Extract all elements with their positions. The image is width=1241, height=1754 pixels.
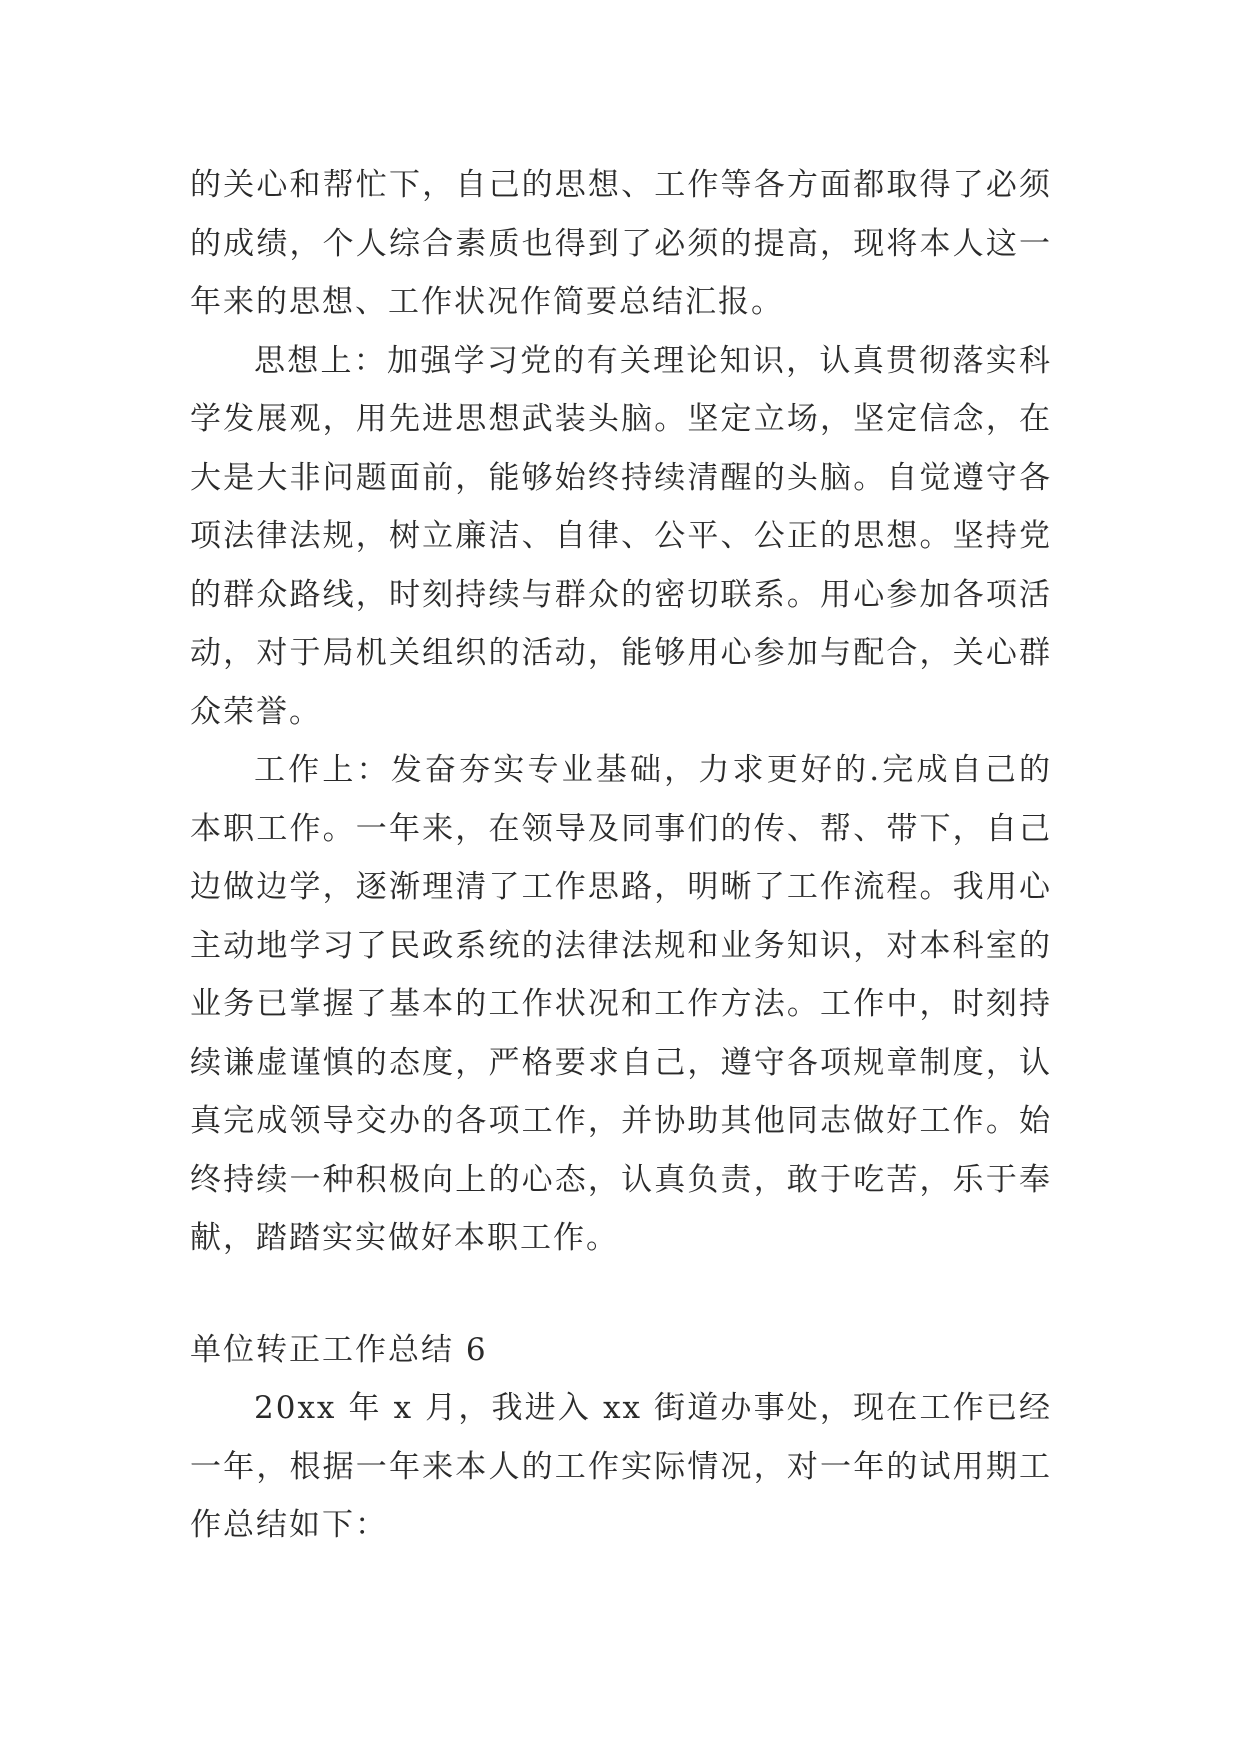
body-text-top [190, 156, 1052, 1268]
paragraph-thought: 思想上：加强学习党的有关理论知识，认真贯彻落实科学发展观，用先进思想武装头脑。坚定立场，坚定信念，在大是大非问题面前，能够始终持续清醒的头脑。自觉遵守各项法律法规，树立廉洁、自律、公平、公正的思想。坚持党的群众路线，时刻持续与群众的密切联系。用心参加各项活动，对于局机关组织的活动，能够用心参加与配合，关心群众荣誉。 [190, 342, 1052, 730]
paragraph-continuation: 的关心和帮忙下，自己的思想、工作等各方面都取得了必须的成绩，个人综合素质也得到了必须的提高，现将本人这一年来的思想、工作状况作简要总结汇报。 [190, 167, 1052, 320]
body-text-bottom [190, 1379, 1052, 1555]
section-heading: 单位转正工作总结 6 [190, 1332, 488, 1368]
paragraph-work: 工作上：发奋夯实专业基础，力求更好的.完成自己的本职工作。一年来，在领导及同事们的传、帮、带下，自己边做边学，逐渐理清了工作思路，明晰了工作流程。我用心主动地学习了民政系统的法律法规和业务知识，对本科室的业务已掌握了基本的工作状况和工作方法。工作中，时刻持续谦虚谨慎的态度，严格要求自己，遵守各项规章制度，认真完成领导交办的各项工作，并协助其他同志做好工作。始终持续一种积极向上的心态，认真负责，敢于吃苦，乐于奉献，踏踏实实做好本职工作。 [190, 752, 1052, 1256]
paragraph-intro: 20xx 年 x 月，我进入 xx 街道办事处，现在工作已经一年，根据一年来本人的工作实际情况，对一年的试用期工作总结如下： [190, 1390, 1052, 1543]
section-heading-block [190, 1321, 1052, 1380]
